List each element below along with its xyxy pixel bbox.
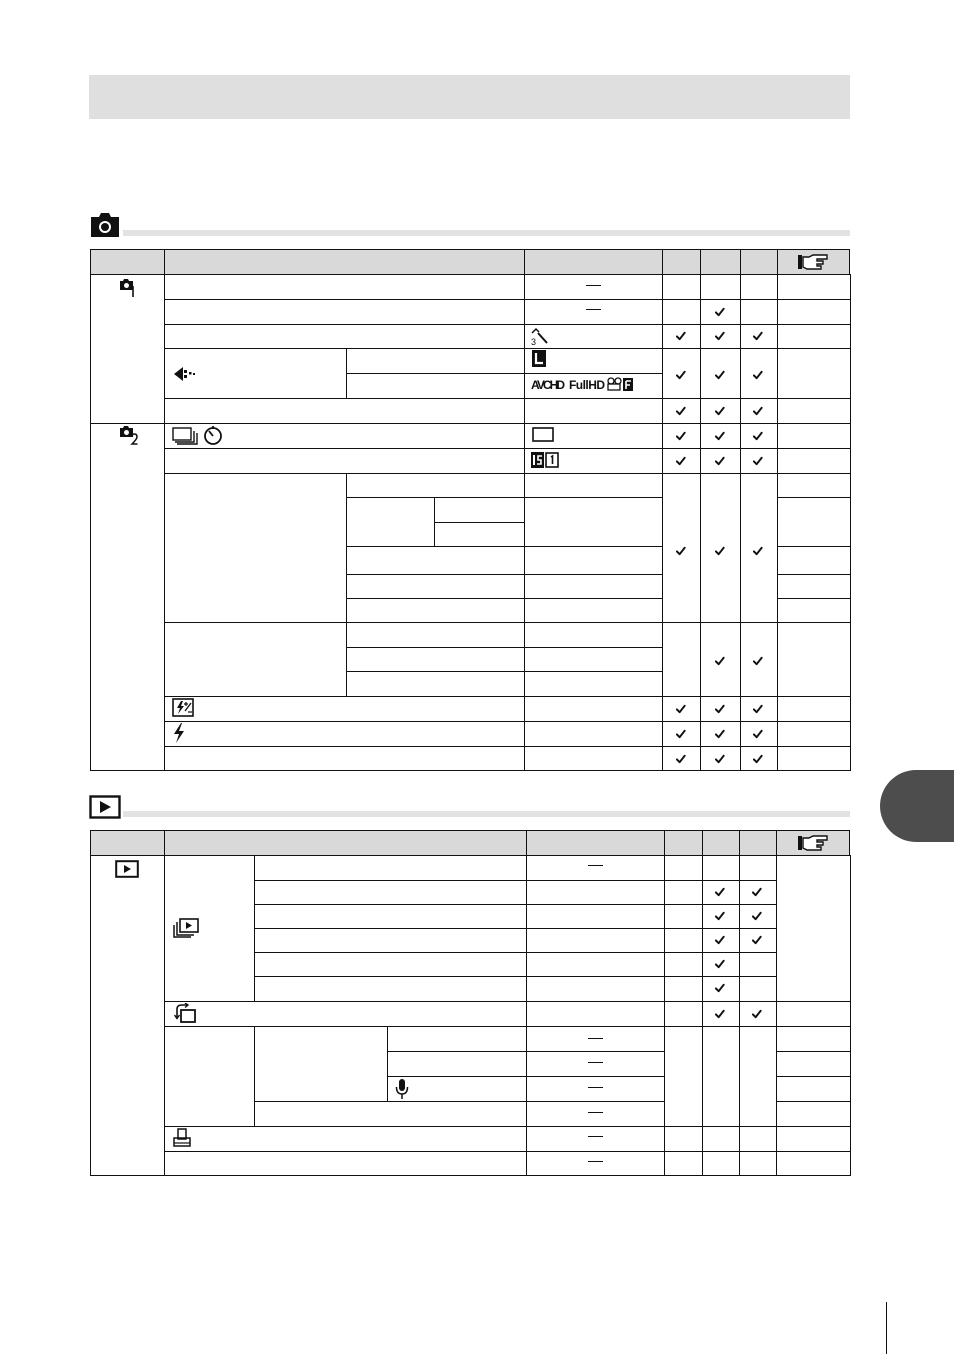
check-mark-icon	[676, 754, 686, 764]
header-cell	[700, 249, 741, 275]
page-cell	[777, 746, 851, 771]
sub-function-cell	[346, 546, 525, 575]
setting-cell	[664, 880, 703, 905]
default-cell	[524, 299, 663, 325]
sub-function-cell	[254, 855, 527, 881]
sequential-shooting-icon	[172, 427, 200, 445]
sub-function-cell	[434, 522, 525, 547]
default-cell	[526, 880, 665, 905]
default-cell	[524, 671, 663, 697]
check-mark-icon	[676, 456, 686, 466]
setting-cell	[664, 1126, 703, 1152]
setting-cell	[664, 1151, 703, 1176]
setting-cell	[662, 622, 701, 697]
function-cell	[164, 1026, 255, 1127]
playback-menu-table	[90, 830, 850, 1176]
setting-cell	[700, 274, 741, 300]
section-divider	[123, 230, 850, 236]
function-cell	[164, 746, 525, 771]
header-cell	[90, 830, 165, 856]
function-cell	[164, 721, 525, 747]
setting-cell	[702, 1126, 740, 1152]
check-mark-icon	[715, 704, 725, 714]
page-cell	[777, 299, 851, 325]
check-mark-icon	[676, 704, 686, 714]
avchd-fullhd-f-icon	[531, 376, 645, 392]
check-mark-icon	[715, 729, 725, 739]
check-mark-icon	[752, 887, 762, 897]
page-cell	[777, 324, 851, 349]
setting-cell	[664, 855, 703, 881]
single-frame-icon	[532, 427, 554, 442]
sub-function-cell	[346, 671, 525, 697]
header-cell	[740, 249, 778, 275]
setting-cell	[664, 904, 703, 929]
pointing-hand-icon	[797, 253, 829, 271]
sub-function-cell	[346, 647, 525, 672]
check-mark-icon	[715, 431, 725, 441]
sub-function-cell	[254, 952, 527, 977]
function-cell	[164, 1151, 527, 1176]
setting-cell	[739, 976, 777, 1002]
dash-mark	[588, 865, 603, 866]
dash-mark	[588, 1136, 603, 1137]
svg-text:FullHD: FullHD	[569, 378, 605, 392]
check-mark-icon	[752, 935, 762, 945]
default-cell	[526, 928, 665, 953]
default-cell	[524, 721, 663, 747]
sub-function-cell	[254, 1101, 527, 1127]
page-cell	[776, 1151, 851, 1176]
default-cell	[526, 904, 665, 929]
check-mark-icon	[715, 307, 725, 317]
setting-cell	[740, 274, 778, 300]
setting-cell	[739, 1026, 777, 1127]
header-cell	[164, 249, 525, 275]
header-cell	[90, 249, 165, 275]
page-cell	[777, 546, 851, 575]
setting-cell	[702, 1151, 740, 1176]
default-cell	[526, 952, 665, 977]
default-cell	[524, 598, 663, 623]
header-cell	[702, 830, 740, 856]
default-cell	[524, 622, 663, 648]
sub-function-cell	[254, 1026, 388, 1102]
check-mark-icon	[715, 911, 725, 921]
page-cell	[777, 696, 851, 722]
check-mark-icon	[715, 406, 725, 416]
check-mark-icon	[715, 959, 725, 969]
function-cell	[164, 622, 347, 697]
setting-cell	[662, 299, 701, 325]
rotate-icon	[173, 1003, 197, 1023]
check-mark-icon	[753, 754, 763, 764]
header-cell	[524, 249, 663, 275]
check-mark-icon	[752, 1009, 762, 1019]
setting-cell	[664, 1026, 703, 1127]
check-mark-icon	[715, 370, 725, 380]
default-cell	[524, 746, 663, 771]
setting-cell	[662, 274, 701, 300]
check-mark-icon	[753, 370, 763, 380]
sub-function-cell	[346, 373, 525, 399]
tab-cell-playback	[90, 855, 165, 1176]
picture-mode-3-icon	[530, 327, 550, 347]
pointing-hand-icon	[797, 834, 829, 852]
page-cell	[776, 1001, 851, 1027]
header-cell	[662, 249, 701, 275]
camera-1-icon	[119, 278, 139, 298]
check-mark-icon	[753, 331, 763, 341]
function-cell	[164, 696, 525, 722]
check-mark-icon	[715, 935, 725, 945]
check-mark-icon	[676, 729, 686, 739]
default-cell	[526, 1051, 665, 1077]
image-stabilizer-is1-icon	[531, 452, 559, 468]
dash-mark	[588, 1112, 603, 1113]
check-mark-icon	[753, 729, 763, 739]
check-mark-icon	[715, 1009, 725, 1019]
check-mark-icon	[752, 911, 762, 921]
check-mark-icon	[676, 546, 686, 556]
function-cell	[164, 324, 525, 349]
sub-function-cell	[346, 473, 525, 498]
header-cell	[739, 830, 777, 856]
dash-mark	[586, 309, 601, 310]
page-cell	[777, 622, 851, 697]
default-cell	[526, 1076, 665, 1102]
setting-cell	[664, 952, 703, 977]
page-cell	[777, 398, 851, 424]
header-cell	[664, 830, 703, 856]
function-cell	[164, 274, 525, 300]
page-cell	[777, 348, 851, 399]
flash-compensation-icon	[172, 698, 194, 717]
default-cell	[524, 546, 663, 575]
page-cell	[777, 423, 851, 449]
check-mark-icon	[753, 431, 763, 441]
flash-mode-icon	[173, 723, 185, 743]
sub-function-cell	[434, 497, 525, 523]
dash-mark	[588, 1038, 603, 1039]
page-title-bar	[89, 75, 850, 119]
playback-icon	[89, 795, 121, 819]
header-cell	[526, 830, 665, 856]
tab-cell-camera-2	[90, 423, 165, 771]
slideshow-icon	[172, 918, 200, 938]
function-cell	[164, 473, 347, 623]
chapter-tab	[880, 770, 954, 842]
large-fine-icon	[532, 350, 546, 367]
setting-cell	[740, 299, 778, 325]
function-cell	[164, 448, 525, 474]
page-cell	[777, 721, 851, 747]
check-mark-icon	[676, 370, 686, 380]
page-cell	[776, 1026, 851, 1052]
header-cell	[164, 830, 527, 856]
setting-cell	[739, 855, 777, 881]
dash-mark	[588, 1062, 603, 1063]
sub-function-cell	[346, 497, 435, 547]
setting-cell	[702, 1026, 740, 1127]
playback-tab-icon	[115, 860, 139, 878]
default-cell	[526, 1126, 665, 1152]
print-order-icon	[172, 1128, 192, 1148]
sub-function-cell	[346, 348, 525, 374]
default-cell	[524, 497, 663, 547]
check-mark-icon	[753, 546, 763, 556]
sub-function-cell	[387, 1051, 527, 1077]
check-mark-icon	[715, 456, 725, 466]
sub-function-cell	[387, 1026, 527, 1052]
check-mark-icon	[676, 331, 686, 341]
camera-icon	[89, 212, 121, 238]
check-mark-icon	[715, 754, 725, 764]
default-cell	[526, 1026, 665, 1052]
check-mark-icon	[715, 983, 725, 993]
page-cell	[777, 274, 851, 300]
check-mark-icon	[753, 656, 763, 666]
page-cell	[777, 497, 851, 547]
camera-2-icon	[119, 425, 141, 445]
dash-mark	[588, 1161, 603, 1162]
sub-function-cell	[254, 880, 527, 905]
dash-mark	[588, 1087, 603, 1088]
page-cell	[777, 574, 851, 599]
default-cell	[526, 1001, 665, 1027]
microphone-icon	[395, 1078, 409, 1100]
section-divider	[123, 811, 850, 817]
default-cell	[526, 1101, 665, 1127]
function-cell	[164, 1001, 527, 1027]
page-number-rule	[886, 1302, 887, 1354]
page-cell	[777, 448, 851, 474]
check-mark-icon	[676, 431, 686, 441]
setting-cell	[664, 976, 703, 1002]
function-cell	[164, 1126, 527, 1152]
sub-function-cell	[254, 904, 527, 929]
shooting-menu-table	[90, 249, 850, 771]
function-cell	[164, 299, 525, 325]
default-cell	[524, 398, 663, 424]
check-mark-icon	[753, 406, 763, 416]
setting-cell	[739, 1126, 777, 1152]
page-cell	[777, 598, 851, 623]
setting-cell	[739, 1151, 777, 1176]
check-mark-icon	[753, 704, 763, 714]
default-cell	[526, 976, 665, 1002]
default-cell	[524, 274, 663, 300]
check-mark-icon	[676, 406, 686, 416]
page-cell	[776, 1126, 851, 1152]
page-cell	[777, 473, 851, 498]
setting-cell	[664, 1001, 703, 1027]
function-cell	[164, 398, 525, 424]
sub-function-cell	[346, 598, 525, 623]
sub-function-cell	[346, 622, 525, 648]
default-cell	[524, 647, 663, 672]
default-cell	[524, 574, 663, 599]
setting-cell	[739, 952, 777, 977]
check-mark-icon	[753, 456, 763, 466]
sub-function-cell	[254, 928, 527, 953]
check-mark-icon	[715, 546, 725, 556]
check-mark-icon	[715, 331, 725, 341]
check-mark-icon	[715, 656, 725, 666]
default-cell	[524, 696, 663, 722]
page-cell	[776, 1076, 851, 1102]
self-timer-icon	[202, 425, 224, 446]
page-cell	[776, 1051, 851, 1077]
setting-cell	[702, 855, 740, 881]
dash-mark	[586, 285, 601, 286]
check-mark-icon	[715, 887, 725, 897]
default-cell	[526, 855, 665, 881]
sub-function-cell	[254, 976, 527, 1002]
page-cell	[776, 855, 851, 1002]
image-quality-icon	[172, 365, 202, 383]
default-cell	[526, 1151, 665, 1176]
page-cell	[776, 1101, 851, 1127]
svg-text:3: 3	[531, 337, 537, 347]
sub-function-cell	[346, 574, 525, 599]
setting-cell	[664, 928, 703, 953]
default-cell	[524, 473, 663, 498]
svg-text:AVCHD: AVCHD	[531, 378, 565, 392]
